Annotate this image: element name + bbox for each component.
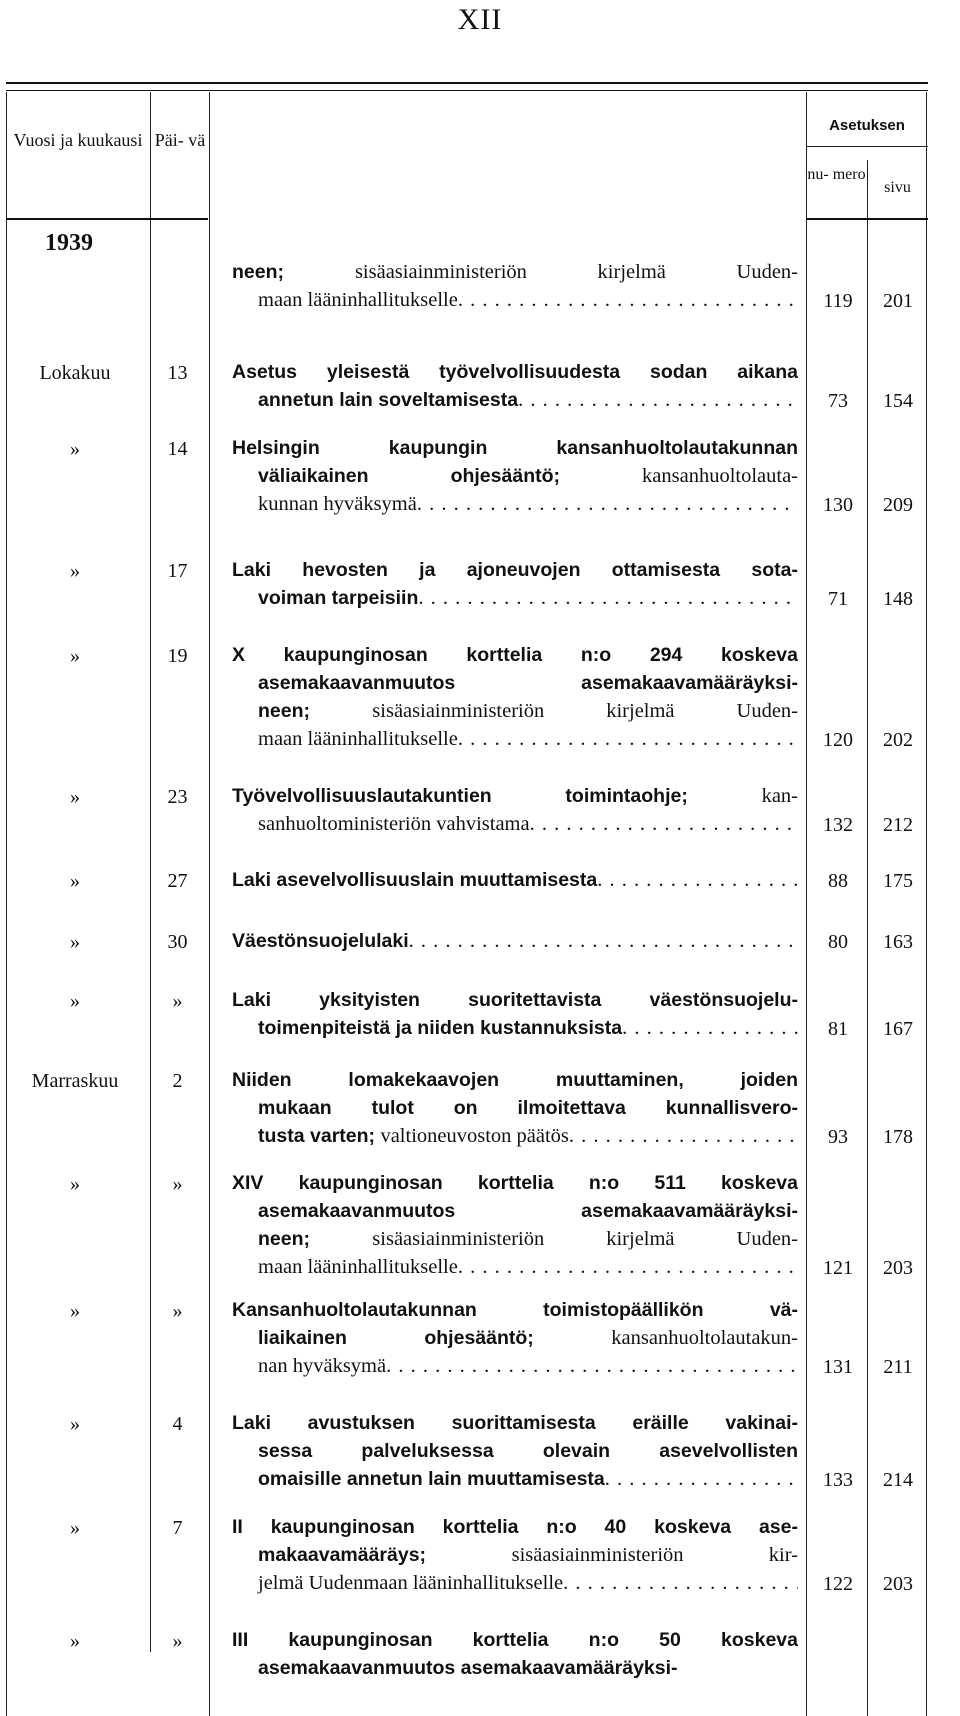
entry-month: » <box>70 1413 80 1435</box>
entry-title-text: annetun lain soveltamisesta <box>258 389 519 411</box>
entry-title-text: neen; <box>258 700 373 722</box>
entry-description <box>232 866 798 894</box>
statute-number: 130 <box>823 494 853 516</box>
entry-day: 17 <box>167 560 188 582</box>
entry-day: » <box>172 1630 183 1652</box>
entry-line <box>232 866 798 894</box>
statute-number: 132 <box>823 814 853 836</box>
entry-line <box>232 1169 798 1197</box>
entry-month: Lokakuu <box>39 362 111 384</box>
entry-title-text: XIV kaupunginosan korttelia n:o 511 koskeva <box>232 1172 798 1194</box>
entry-description <box>232 986 798 1042</box>
entry-note-text: jelmä Uudenmaan lääninhallitukselle <box>258 1572 564 1594</box>
entry-title-text: liaikainen ohjesääntö; <box>258 1327 612 1349</box>
statute-number: 131 <box>823 1356 853 1378</box>
entry-title-text: Niiden lomakekaavojen muuttaminen, joiden <box>232 1069 798 1091</box>
entry-day: 2 <box>172 1070 183 1092</box>
entry-month: » <box>70 990 80 1012</box>
entry-description <box>232 1066 798 1150</box>
entry-line <box>232 641 798 669</box>
header-year-month: Vuosi ja kuukausi <box>13 130 143 150</box>
entry-line <box>232 462 798 490</box>
entry-day: 30 <box>167 931 188 953</box>
header-rule-right <box>806 218 928 220</box>
entry-note-text: nan hyväksymä <box>258 1355 387 1377</box>
entry-line <box>232 1513 798 1541</box>
column-rule-desc <box>806 92 807 1716</box>
statute-page: 203 <box>883 1573 913 1595</box>
statute-number: 119 <box>823 290 853 312</box>
top-rule-inner <box>6 90 928 91</box>
entry-line <box>232 927 798 955</box>
entry-note-text: sisäasiainministeriön kirjelmä Uuden- <box>372 1228 798 1250</box>
page-number: XII <box>457 3 503 36</box>
entry-month: » <box>70 645 80 667</box>
entry-line <box>232 782 798 810</box>
statute-number: 93 <box>828 1126 848 1148</box>
entry-note-text: valtioneuvoston päätös <box>380 1125 569 1147</box>
statute-number: 121 <box>823 1257 853 1279</box>
leader-dots <box>597 866 798 894</box>
entry-line <box>232 1094 798 1122</box>
statute-page: 148 <box>883 588 913 610</box>
leader-dots <box>409 927 798 955</box>
entry-line <box>232 1541 798 1569</box>
entry-month: » <box>70 1300 80 1322</box>
column-rule-left <box>6 92 7 1716</box>
entry-line <box>232 1296 798 1324</box>
entry-title-text: neen; <box>258 1228 373 1250</box>
leader-dots <box>569 1122 798 1150</box>
entry-title-text: mukaan tulot on ilmoitettava kunnallisvero- <box>258 1097 798 1119</box>
entry-day: » <box>172 990 183 1012</box>
entry-title-text: III kaupunginosan korttelia n:o 50 koskeva <box>232 1629 798 1651</box>
entry-line <box>232 669 798 697</box>
entry-line <box>232 810 798 838</box>
entry-day: 27 <box>167 870 188 892</box>
statute-page: 178 <box>883 1126 913 1148</box>
header-page: sivu <box>884 179 911 196</box>
statute-page: 202 <box>883 729 913 751</box>
statute-number: 122 <box>823 1573 853 1595</box>
entry-description <box>232 1513 798 1597</box>
leader-dots <box>518 386 798 414</box>
entry-month: » <box>70 931 80 953</box>
entry-month: » <box>70 1173 80 1195</box>
entry-description <box>232 1409 798 1493</box>
entry-line <box>232 1225 798 1253</box>
leader-dots <box>458 1253 798 1281</box>
entry-note-text: kansanhuoltolauta- <box>642 465 798 487</box>
leader-dots <box>605 1465 798 1493</box>
entry-title-text: Laki avustuksen suorittamisesta eräille vakinai- <box>232 1412 798 1434</box>
entry-note-text: sisäasiainministeriön kir- <box>511 1544 798 1566</box>
statute-number: 73 <box>828 390 848 412</box>
entry-title-text: makaavamääräys; <box>258 1544 512 1566</box>
top-rule <box>6 82 928 84</box>
entry-month: » <box>70 1517 80 1539</box>
leader-dots <box>418 584 798 612</box>
statute-page: 203 <box>883 1257 913 1279</box>
entry-day: 7 <box>172 1517 183 1539</box>
entry-day: » <box>172 1173 183 1195</box>
entry-note-text: sanhuoltoministeriön vahvistama <box>258 813 530 835</box>
entry-title-text: väliaikainen ohjesääntö; <box>258 465 643 487</box>
entry-line <box>232 986 798 1014</box>
statute-page: 209 <box>883 494 913 516</box>
entry-note-text: maan lääninhallitukselle <box>258 289 458 311</box>
entry-title-text: asemakaavanmuutos asemakaavamääräyksi- <box>258 672 798 694</box>
entry-line <box>232 1066 798 1094</box>
leader-dots <box>458 725 798 753</box>
entry-note-text: sisäasiainministeriön kirjelmä Uuden- <box>354 261 798 283</box>
statute-number: 71 <box>828 588 848 610</box>
header-statute: Asetuksen <box>829 117 905 134</box>
leader-dots <box>417 490 798 518</box>
entry-line <box>232 1437 798 1465</box>
entry-description <box>232 358 798 414</box>
entry-title-text: Työvelvollisuuslautakuntien toimintaohje; <box>232 785 762 807</box>
entry-title-text: omaisille annetun lain muuttamisesta <box>258 1468 605 1490</box>
statute-page: 211 <box>883 1356 913 1378</box>
entry-title-text: Laki asevelvollisuuslain muuttamisesta <box>232 869 598 891</box>
entry-line <box>232 386 798 414</box>
header-number: nu- mero <box>807 166 866 183</box>
entry-description <box>232 782 798 838</box>
entry-title-text: Asetus yleisestä työvelvollisuudesta sodan aikana <box>232 361 798 383</box>
entry-line <box>232 1197 798 1225</box>
statute-page: 167 <box>883 1018 913 1040</box>
statute-number: 133 <box>823 1469 853 1491</box>
entry-line <box>232 1122 798 1150</box>
entry-day: 19 <box>167 645 188 667</box>
entry-line <box>232 490 798 518</box>
statute-page: 214 <box>883 1469 913 1491</box>
entry-description <box>232 1296 798 1380</box>
entry-line <box>232 1409 798 1437</box>
entry-day: 13 <box>167 362 188 384</box>
entry-line <box>232 1569 798 1597</box>
entry-line <box>232 584 798 612</box>
entry-description <box>232 258 798 314</box>
entry-title-text: asemakaavanmuutos asemakaavamääräyksi- <box>258 1200 798 1222</box>
statute-page: 154 <box>883 390 913 412</box>
entry-line <box>232 434 798 462</box>
entry-description <box>232 434 798 518</box>
leader-dots <box>530 810 798 838</box>
statute-page: 175 <box>883 870 913 892</box>
leader-dots <box>622 1014 798 1042</box>
entry-description <box>232 556 798 612</box>
entry-title-text: tusta varten; <box>258 1125 381 1147</box>
leader-dots <box>563 1569 798 1597</box>
entry-title-text: Laki yksityisten suoritettavista väestönsuojelu- <box>232 989 798 1011</box>
entry-title-text: voiman tarpeisiin <box>258 587 419 609</box>
entry-description <box>232 1169 798 1281</box>
entry-title-text: Väestönsuojelulaki <box>232 930 409 952</box>
entry-line <box>232 1253 798 1281</box>
statute-number: 120 <box>823 729 853 751</box>
leader-dots <box>458 286 798 314</box>
year-label: 1939 <box>45 230 93 256</box>
statute-number: 88 <box>828 870 848 892</box>
entry-title-text: II kaupunginosan korttelia n:o 40 koskeva ase- <box>232 1516 798 1538</box>
header-statute-rule <box>806 146 928 147</box>
entry-title-text: neen; <box>232 261 355 283</box>
entry-day: 14 <box>167 438 188 460</box>
entry-line <box>232 1352 798 1380</box>
entry-title-text: sessa palveluksessa olevain asevelvollisten <box>258 1440 798 1462</box>
entry-month: » <box>70 870 80 892</box>
entry-day: » <box>172 1300 183 1322</box>
entry-day: 23 <box>167 786 188 808</box>
statute-number: 80 <box>828 931 848 953</box>
entry-line <box>232 556 798 584</box>
header-rule-left <box>6 218 208 220</box>
entry-note-text: kunnan hyväksymä <box>258 493 417 515</box>
entry-line <box>232 725 798 753</box>
entry-note-text: maan lääninhallitukselle <box>258 728 458 750</box>
statute-page: 201 <box>883 290 913 312</box>
column-rule-day <box>209 92 210 1716</box>
entry-title-text: Kansanhuoltolautakunnan toimistopäällikön vä- <box>232 1299 798 1321</box>
header-day: Päi- vä <box>154 130 206 150</box>
entry-description <box>232 1626 798 1682</box>
entry-line <box>232 286 798 314</box>
entry-month: » <box>70 786 80 808</box>
entry-line <box>232 1324 798 1352</box>
entry-line <box>232 258 798 286</box>
statute-page: 212 <box>883 814 913 836</box>
entry-line <box>232 358 798 386</box>
entry-note-text: sisäasiainministeriön kirjelmä Uuden- <box>372 700 798 722</box>
entry-note-text: kansanhuoltolautakun- <box>611 1327 798 1349</box>
entry-month: » <box>70 560 80 582</box>
entry-description <box>232 641 798 753</box>
entry-line <box>232 1014 798 1042</box>
entry-line <box>232 1465 798 1493</box>
entry-day: 4 <box>172 1413 183 1435</box>
entry-month: » <box>70 1630 80 1652</box>
leader-dots <box>386 1352 798 1380</box>
entry-line <box>232 1654 798 1682</box>
statute-number: 81 <box>828 1018 848 1040</box>
entry-description <box>232 927 798 955</box>
entry-title-text: Helsingin kaupungin kansanhuoltolautakunnan <box>232 437 798 459</box>
statute-page: 163 <box>883 931 913 953</box>
entry-title-text: Laki hevosten ja ajoneuvojen ottamisesta sota- <box>232 559 798 581</box>
entry-month: Marraskuu <box>31 1070 119 1092</box>
entry-line <box>232 697 798 725</box>
entry-month: » <box>70 438 80 460</box>
entry-title-text: asemakaavanmuutos asemakaavamääräyksi- <box>258 1657 678 1679</box>
entry-line <box>232 1626 798 1654</box>
entry-title-text: X kaupunginosan korttelia n:o 294 koskeva <box>232 644 798 666</box>
entry-note-text: kan- <box>761 785 798 807</box>
entry-note-text: maan lääninhallitukselle <box>258 1256 458 1278</box>
entry-title-text: toimenpiteistä ja niiden kustannuksista <box>258 1017 623 1039</box>
